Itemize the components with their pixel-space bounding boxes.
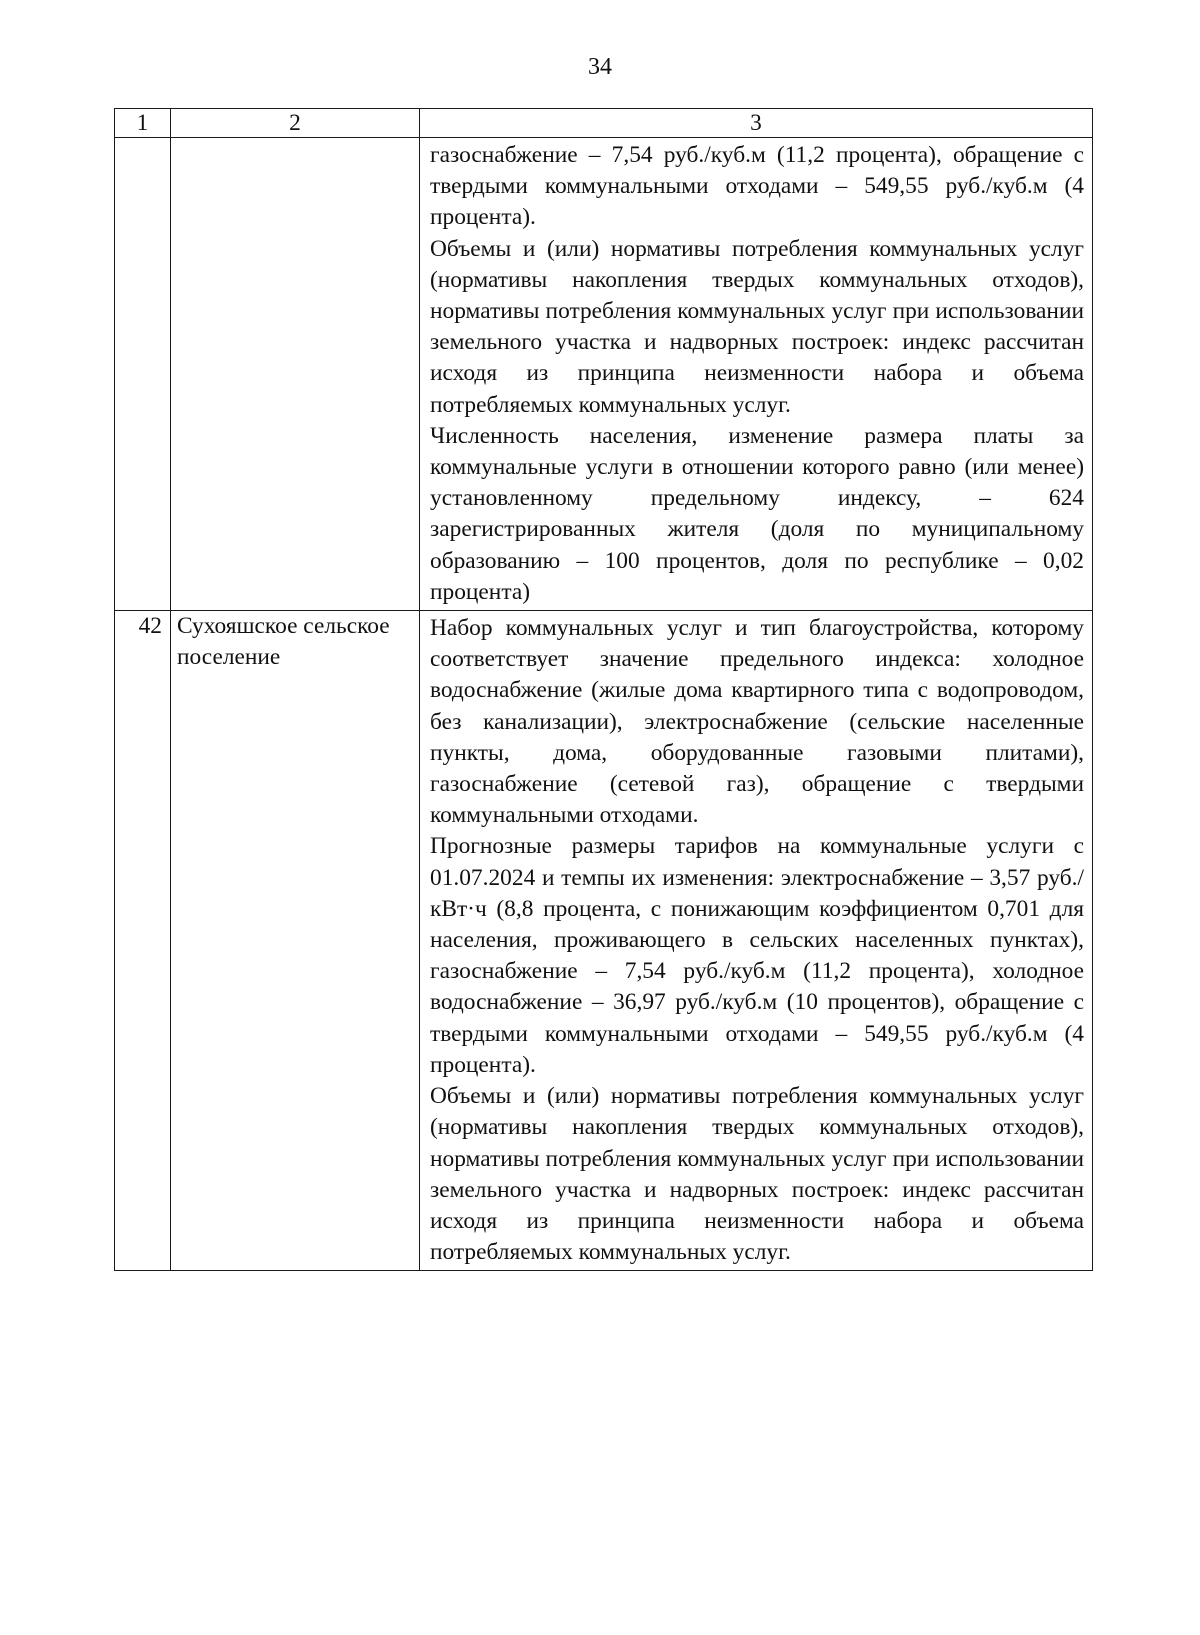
description-paragraph: Объемы и (или) нормативы потребления коммунальных услуг (нормативы накопления твердых коммунальных отходов), нормативы потребления коммунальных услуг при использовании земельного участка и надворных построек: индекс рассчитан исходя из принципа неизменности набора и объема потребляемых коммунальных услуг. xyxy=(430,1083,1084,1266)
header-cell-2: 2 xyxy=(171,109,420,138)
description-paragraph: Набор коммунальных услуг и тип благоустройства, которому соответствует значение предельного индекса: холодное водоснабжение (жилые дома квартирного типа с водопроводом, без канализации), электроснабжение (сельские населенные пункты, дома, оборудованные газовыми плитами), газоснабжение (сетевой газ), обращение с твердыми коммунальными отходами. xyxy=(430,615,1084,829)
table-header-row xyxy=(115,109,1093,138)
header-cell-3: 3 xyxy=(420,109,1093,138)
page-number: 34 xyxy=(588,54,612,80)
settlement-name xyxy=(171,138,420,611)
row-description xyxy=(420,611,1093,1271)
table-row xyxy=(115,138,1093,611)
table-row xyxy=(115,611,1093,1271)
description-paragraph: Численность населения, изменение размера платы за коммунальные услуги в отношении которого равно (или менее) установленному предельному индексу, – 624 зарегистрированных жителя (доля по муниципальному образованию – 100 процентов, доля по республике – 0,02 процента) xyxy=(430,422,1084,605)
description-paragraph: Прогнозные размеры тарифов на коммунальные услуги с 01.07.2024 и темпы их изменения: электроснабжение – 3,57 руб./кВт·ч (8,8 процента, с понижающим коэффициентом 0,701 для населения, проживающего в сельских населенных пунктах), газоснабжение – 7,54 руб./куб.м (11,2 процента), холодное водоснабжение – 36,97 руб./куб.м (10 процентов), обращение с твердыми коммунальными отходами – 549,55 руб./куб.м (4 процента). xyxy=(430,833,1084,1078)
row-description xyxy=(420,138,1093,611)
description-paragraph: газоснабжение – 7,54 руб./куб.м (11,2 процента), обращение с твердыми коммунальными отходами – 549,55 руб./куб.м (4 процента). xyxy=(430,142,1084,231)
header-cell-1: 1 xyxy=(115,109,171,138)
settlement-name: Сухояшское сельское поселение xyxy=(171,611,420,1271)
row-number: 42 xyxy=(115,611,171,1271)
tariff-table xyxy=(114,108,1093,1271)
row-number xyxy=(115,138,171,611)
description-paragraph: Объемы и (или) нормативы потребления коммунальных услуг (нормативы накопления твердых коммунальных отходов), нормативы потребления коммунальных услуг при использовании земельного участка и надворных построек: индекс рассчитан исходя из принципа неизменности набора и объема потребляемых коммунальных услуг. xyxy=(430,235,1084,418)
